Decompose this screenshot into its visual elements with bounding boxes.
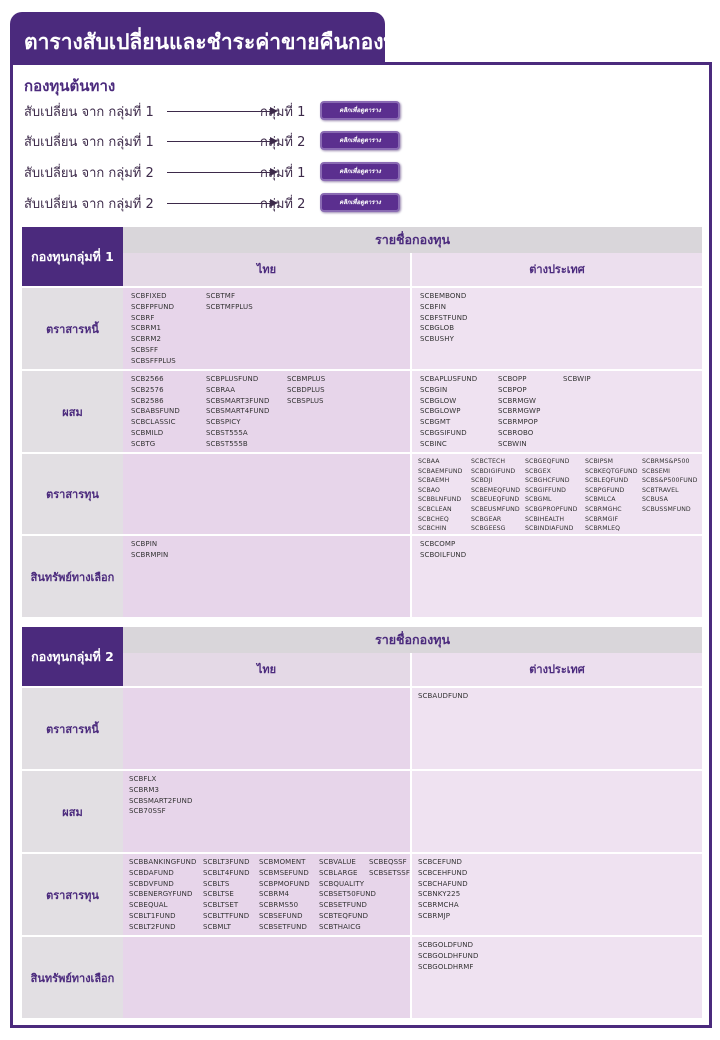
- fund-name: SCBRMPOP: [498, 418, 538, 427]
- fund-name-column: [420, 539, 466, 561]
- switch-to-label: กลุ่มที่ 2: [260, 135, 306, 150]
- switch-row: [24, 193, 424, 215]
- fund-name: SCBST555A: [206, 428, 248, 437]
- fund-name: SCBCEHFUND: [418, 868, 468, 877]
- arrow-line: [167, 172, 273, 173]
- fund-name: SCBGMT: [420, 418, 451, 427]
- fund-name: SCBGEESG: [471, 525, 506, 533]
- fund-name: SCBABSFUND: [131, 407, 180, 416]
- thai-funds-cell: [123, 852, 412, 935]
- fund-name: SCBTG: [131, 439, 156, 448]
- fund-name: SCBGEX: [525, 467, 551, 475]
- fund-name: SCBLT1FUND: [129, 911, 176, 920]
- fund-name: SCBDAFUND: [129, 868, 174, 877]
- fund-name-column: [418, 457, 462, 534]
- fund-name: SCBRM2: [131, 335, 162, 344]
- foreign-funds-cell: [412, 935, 702, 1018]
- fund-name: SCBRM4: [259, 890, 290, 899]
- fund-name: SCBFSTFUND: [420, 313, 468, 322]
- fund-name-column: [129, 774, 192, 817]
- fund-name-column: [129, 857, 196, 933]
- fund-name: SCBSEMI: [642, 467, 671, 475]
- fund-name: SCBFLX: [129, 775, 157, 783]
- fund-name: SCBTRAVEL: [642, 486, 679, 494]
- fund-name-column: [287, 374, 325, 406]
- fund-name: SCBCOMP: [420, 540, 456, 548]
- fund-name: SCBSPICY: [206, 418, 241, 427]
- fund-name: SCBNKY225: [418, 890, 461, 899]
- fund-name-column: [131, 539, 168, 561]
- fund-name: SCBSFFPLUS: [131, 356, 176, 365]
- fund-name-column: [206, 291, 253, 313]
- fund-name: SCBAA: [418, 458, 440, 465]
- fund-name: SCBEQSSF: [369, 858, 407, 866]
- fund-name-column: [131, 374, 180, 450]
- foreign-funds-cell: [412, 452, 702, 534]
- category-cell: สินทรัพย์ทางเลือก: [22, 534, 123, 617]
- fund-name: SCBCLASSIC: [131, 418, 176, 427]
- fund-name: SCBSMART4FUND: [206, 407, 270, 416]
- fund-name-column: [203, 857, 250, 933]
- fund-name: SCBAEMFUND: [418, 467, 463, 475]
- foreign-column-header: ต่างประเทศ: [412, 253, 702, 286]
- fund-name: SCBMILD: [131, 428, 164, 437]
- fund-name: SCBEUSMFUND: [471, 505, 520, 513]
- fund-name: SCBAUDFUND: [418, 692, 469, 700]
- foreign-funds-cell: [412, 852, 702, 935]
- fund-name: SCBMLCA: [585, 496, 616, 504]
- thai-funds-cell: [123, 286, 412, 369]
- fund-name-column: [369, 857, 410, 879]
- fund-name: SCBPGFUND: [585, 486, 625, 494]
- thai-funds-cell: [123, 769, 412, 852]
- fund-name: SCBLARGE: [319, 868, 358, 877]
- fund-name: SCBEMBOND: [420, 292, 467, 300]
- category-cell: ตราสารหนี้: [22, 286, 123, 369]
- fund-name: SCBLT3FUND: [203, 858, 250, 866]
- fund-name: SCBSETSSF: [369, 868, 410, 877]
- switch-from-label: สับเปลี่ยน จาก กลุ่มที่ 2: [24, 166, 154, 181]
- fund-name: SCBRMGHC: [585, 505, 622, 513]
- fund-name: SCBGLOW: [420, 396, 457, 405]
- switch-to-label: กลุ่มที่ 1: [260, 105, 306, 120]
- fund-name-column: [420, 291, 468, 345]
- fund-name: SCBROBO: [498, 428, 534, 437]
- foreign-column-header: ต่างประเทศ: [412, 653, 702, 686]
- arrow-line: [167, 141, 273, 142]
- fund-name: SCBRMS50: [259, 901, 299, 910]
- fund-name: SCBRMCHA: [418, 901, 459, 910]
- fund-name-column: [319, 857, 376, 933]
- fund-name: SCBRMGWP: [498, 407, 541, 416]
- fund-name: SCBOPP: [498, 375, 527, 383]
- foreign-funds-cell: [412, 286, 702, 369]
- fund-name-column: [418, 691, 468, 702]
- fund-name: SCBDVFUND: [129, 879, 174, 888]
- fund-name: SCBEUEQFUND: [471, 496, 520, 504]
- fund-name: SCBGOLDHFUND: [418, 951, 479, 960]
- fund-name-column: [563, 374, 591, 385]
- fund-name: SCBGLOB: [420, 324, 455, 333]
- category-cell: ผสม: [22, 769, 123, 852]
- fund-name: SCBMPLUS: [287, 375, 326, 383]
- arrow-line: [167, 111, 273, 112]
- fund-name: SCBFIXED: [131, 292, 167, 300]
- fund-name: SCBCEFUND: [418, 858, 462, 866]
- fund-name: SCBLEQFUND: [585, 477, 629, 485]
- switch-from-label: สับเปลี่ยน จาก กลุ่มที่ 2: [24, 197, 154, 212]
- fund-name: SCBSETFUND: [319, 901, 367, 910]
- fund-group-table: [22, 627, 702, 1018]
- switch-row: [24, 101, 424, 123]
- fund-name: SCBEMEQFUND: [471, 486, 521, 494]
- fund-name: SCBIHEALTH: [525, 515, 565, 523]
- fund-name: SCBLTSET: [203, 901, 239, 910]
- fund-name: SCBTMFPLUS: [206, 302, 253, 311]
- fund-name: SCBRMGW: [498, 396, 537, 405]
- fund-name: SCBLTTFUND: [203, 911, 250, 920]
- fund-name: SCBGIN: [420, 385, 448, 394]
- thai-funds-cell: [123, 452, 412, 534]
- fund-name-column: [418, 940, 478, 972]
- fund-name: SCBCTECH: [471, 458, 506, 465]
- fund-name: SCBGSIFUND: [420, 428, 467, 437]
- fund-name: SCBSFF: [131, 345, 159, 354]
- fund-name: SCBSETFUND: [259, 922, 307, 931]
- fund-name: SCBGIFFUND: [525, 486, 567, 494]
- fund-name: SCBS&P500FUND: [642, 477, 698, 485]
- fund-name: SCBTMF: [206, 292, 236, 300]
- fund-name-column: [259, 857, 310, 933]
- fund-name: SCBRMS&P500: [642, 458, 690, 465]
- fund-name: SCBGEQFUND: [525, 458, 570, 465]
- fund-name: SCBDIGIFUND: [471, 467, 516, 475]
- foreign-funds-cell: [412, 534, 702, 617]
- fund-name-column: [498, 374, 540, 450]
- fund-name: SCBQUALITY: [319, 879, 365, 888]
- thai-column-header: ไทย: [123, 653, 412, 686]
- group-name: กองทุนกลุ่มที่ 2: [22, 627, 123, 686]
- fund-name: SCBRMPIN: [131, 550, 169, 559]
- fund-name: SCBTHAICG: [319, 922, 361, 931]
- fund-name: SCBLTS: [203, 879, 230, 888]
- fund-name: SCBRAA: [206, 385, 236, 394]
- fund-name-column: [420, 374, 477, 450]
- fund-name-column: [585, 457, 638, 534]
- fund-name: SCBUSA: [642, 496, 668, 504]
- fund-name: SCBCHEQ: [418, 515, 449, 523]
- fund-name: SCBGEAR: [471, 515, 502, 523]
- fund-name: SCBPIN: [131, 540, 158, 548]
- fund-name-column: [642, 457, 697, 515]
- fund-name: SCBCLEAN: [418, 505, 452, 513]
- switch-from-label: สับเปลี่ยน จาก กลุ่มที่ 1: [24, 135, 154, 150]
- fund-name-column: [418, 857, 468, 922]
- fund-name: SCBDJI: [471, 477, 493, 485]
- view-table-button[interactable]: คลิกเพื่อดูตาราง: [320, 162, 400, 181]
- view-table-button[interactable]: คลิกเพื่อดูตาราง: [320, 131, 400, 150]
- fund-name: SCB70SSF: [129, 807, 166, 816]
- fund-name: SCBOILFUND: [420, 550, 467, 559]
- fund-name: SCBLT2FUND: [129, 922, 176, 931]
- foreign-funds-cell: [412, 686, 702, 769]
- fund-name: SCBRMJP: [418, 911, 451, 920]
- fund-name: SCBWIN: [498, 439, 527, 448]
- fund-name: SCBRMLEQ: [585, 525, 621, 533]
- switch-to-label: กลุ่มที่ 2: [260, 197, 306, 212]
- fund-name: SCBRM3: [129, 785, 160, 794]
- fund-name: SCBCHAFUND: [418, 879, 468, 888]
- fund-name: SCBAPLUSFUND: [420, 375, 478, 383]
- fund-name: SCBPOP: [498, 385, 527, 394]
- fund-name: SCBBANKINGFUND: [129, 858, 197, 866]
- fund-name: SCBVALUE: [319, 858, 356, 866]
- fund-name: SCBUSSMFUND: [642, 505, 691, 513]
- fund-name: SCBENERGYFUND: [129, 890, 193, 899]
- category-cell: สินทรัพย์ทางเลือก: [22, 935, 123, 1018]
- fund-name: SCBPMOFUND: [259, 879, 310, 888]
- thai-column-header: ไทย: [123, 253, 412, 286]
- fund-name: SCBSMART3FUND: [206, 396, 270, 405]
- fund-name: SCBSEFUND: [259, 911, 303, 920]
- fund-name: SCB2586: [131, 396, 164, 405]
- fund-name-column: [525, 457, 578, 534]
- fund-name: SCB2576: [131, 385, 164, 394]
- fund-name: SCBFIN: [420, 302, 447, 311]
- fund-name: SCBWIP: [563, 375, 591, 383]
- fund-name: SCBUSHY: [420, 335, 454, 344]
- fund-name: SCBRM1: [131, 324, 162, 333]
- fund-list-header: รายชื่อกองทุน: [123, 627, 702, 653]
- fund-name: SCBCHIN: [418, 525, 447, 533]
- thai-funds-cell: [123, 686, 412, 769]
- switch-row: [24, 162, 424, 184]
- fund-name: SCBSPLUS: [287, 396, 324, 405]
- fund-name: SCBSMART2FUND: [129, 796, 193, 805]
- fund-name-column: [131, 291, 176, 367]
- source-fund-label: กองทุนต้นทาง: [24, 77, 116, 95]
- arrow-line: [167, 203, 273, 204]
- fund-name: SCBLTSE: [203, 890, 234, 899]
- fund-name: SCBPLUSFUND: [206, 375, 259, 383]
- category-cell: ตราสารทุน: [22, 852, 123, 935]
- fund-name: SCBGLOWP: [420, 407, 461, 416]
- fund-name: SCBRMGIF: [585, 515, 619, 523]
- fund-name: SCBFPFUND: [131, 302, 175, 311]
- category-cell: ตราสารหนี้: [22, 686, 123, 769]
- fund-name: SCBKEQTGFUND: [585, 467, 638, 475]
- fund-name: SCBGOLDFUND: [418, 941, 474, 949]
- fund-name: SCBINDIAFUND: [525, 525, 574, 533]
- fund-name: SCBSET50FUND: [319, 890, 377, 899]
- thai-funds-cell: [123, 369, 412, 452]
- fund-name: SCBGHCFUND: [525, 477, 570, 485]
- fund-name: SCBMSEFUND: [259, 868, 309, 877]
- fund-group-table: [22, 227, 702, 617]
- foreign-funds-cell: [412, 769, 702, 852]
- fund-name: SCBAEMH: [418, 477, 450, 485]
- fund-name: SCBEQUAL: [129, 901, 168, 910]
- fund-name: SCBDPLUS: [287, 385, 325, 394]
- switch-from-label: สับเปลี่ยน จาก กลุ่มที่ 1: [24, 105, 154, 120]
- fund-name: SCBRF: [131, 313, 155, 322]
- view-table-button[interactable]: คลิกเพื่อดูตาราง: [320, 101, 400, 120]
- fund-name: SCBAO: [418, 486, 440, 494]
- thai-funds-cell: [123, 935, 412, 1018]
- fund-name: SCBINC: [420, 439, 447, 448]
- fund-name: SCBST555B: [206, 439, 248, 448]
- category-cell: ผสม: [22, 369, 123, 452]
- fund-name: SCBTEQFUND: [319, 911, 369, 920]
- category-cell: ตราสารทุน: [22, 452, 123, 534]
- fund-name-column: [471, 457, 520, 534]
- thai-funds-cell: [123, 534, 412, 617]
- view-table-button[interactable]: คลิกเพื่อดูตาราง: [320, 193, 400, 212]
- switch-to-label: กลุ่มที่ 1: [260, 166, 306, 181]
- foreign-funds-cell: [412, 369, 702, 452]
- fund-name-column: [206, 374, 269, 450]
- fund-name: SCBGML: [525, 496, 552, 504]
- page-title: ตารางสับเปลี่ยนและชำระค่าขายคืนกองทุน: [10, 12, 385, 64]
- switch-row: [24, 131, 424, 153]
- fund-name: SCBIPSM: [585, 458, 614, 465]
- fund-name: SCBGOLDHRMF: [418, 962, 474, 971]
- fund-name: SCBGPROPFUND: [525, 505, 578, 513]
- fund-list-header: รายชื่อกองทุน: [123, 227, 702, 253]
- fund-name: SCBLT4FUND: [203, 868, 250, 877]
- group-name: กองทุนกลุ่มที่ 1: [22, 227, 123, 286]
- fund-name: SCBBLNFUND: [418, 496, 462, 504]
- fund-name: SCBMOMENT: [259, 858, 306, 866]
- fund-name: SCB2566: [131, 375, 164, 383]
- fund-name: SCBMLT: [203, 922, 231, 931]
